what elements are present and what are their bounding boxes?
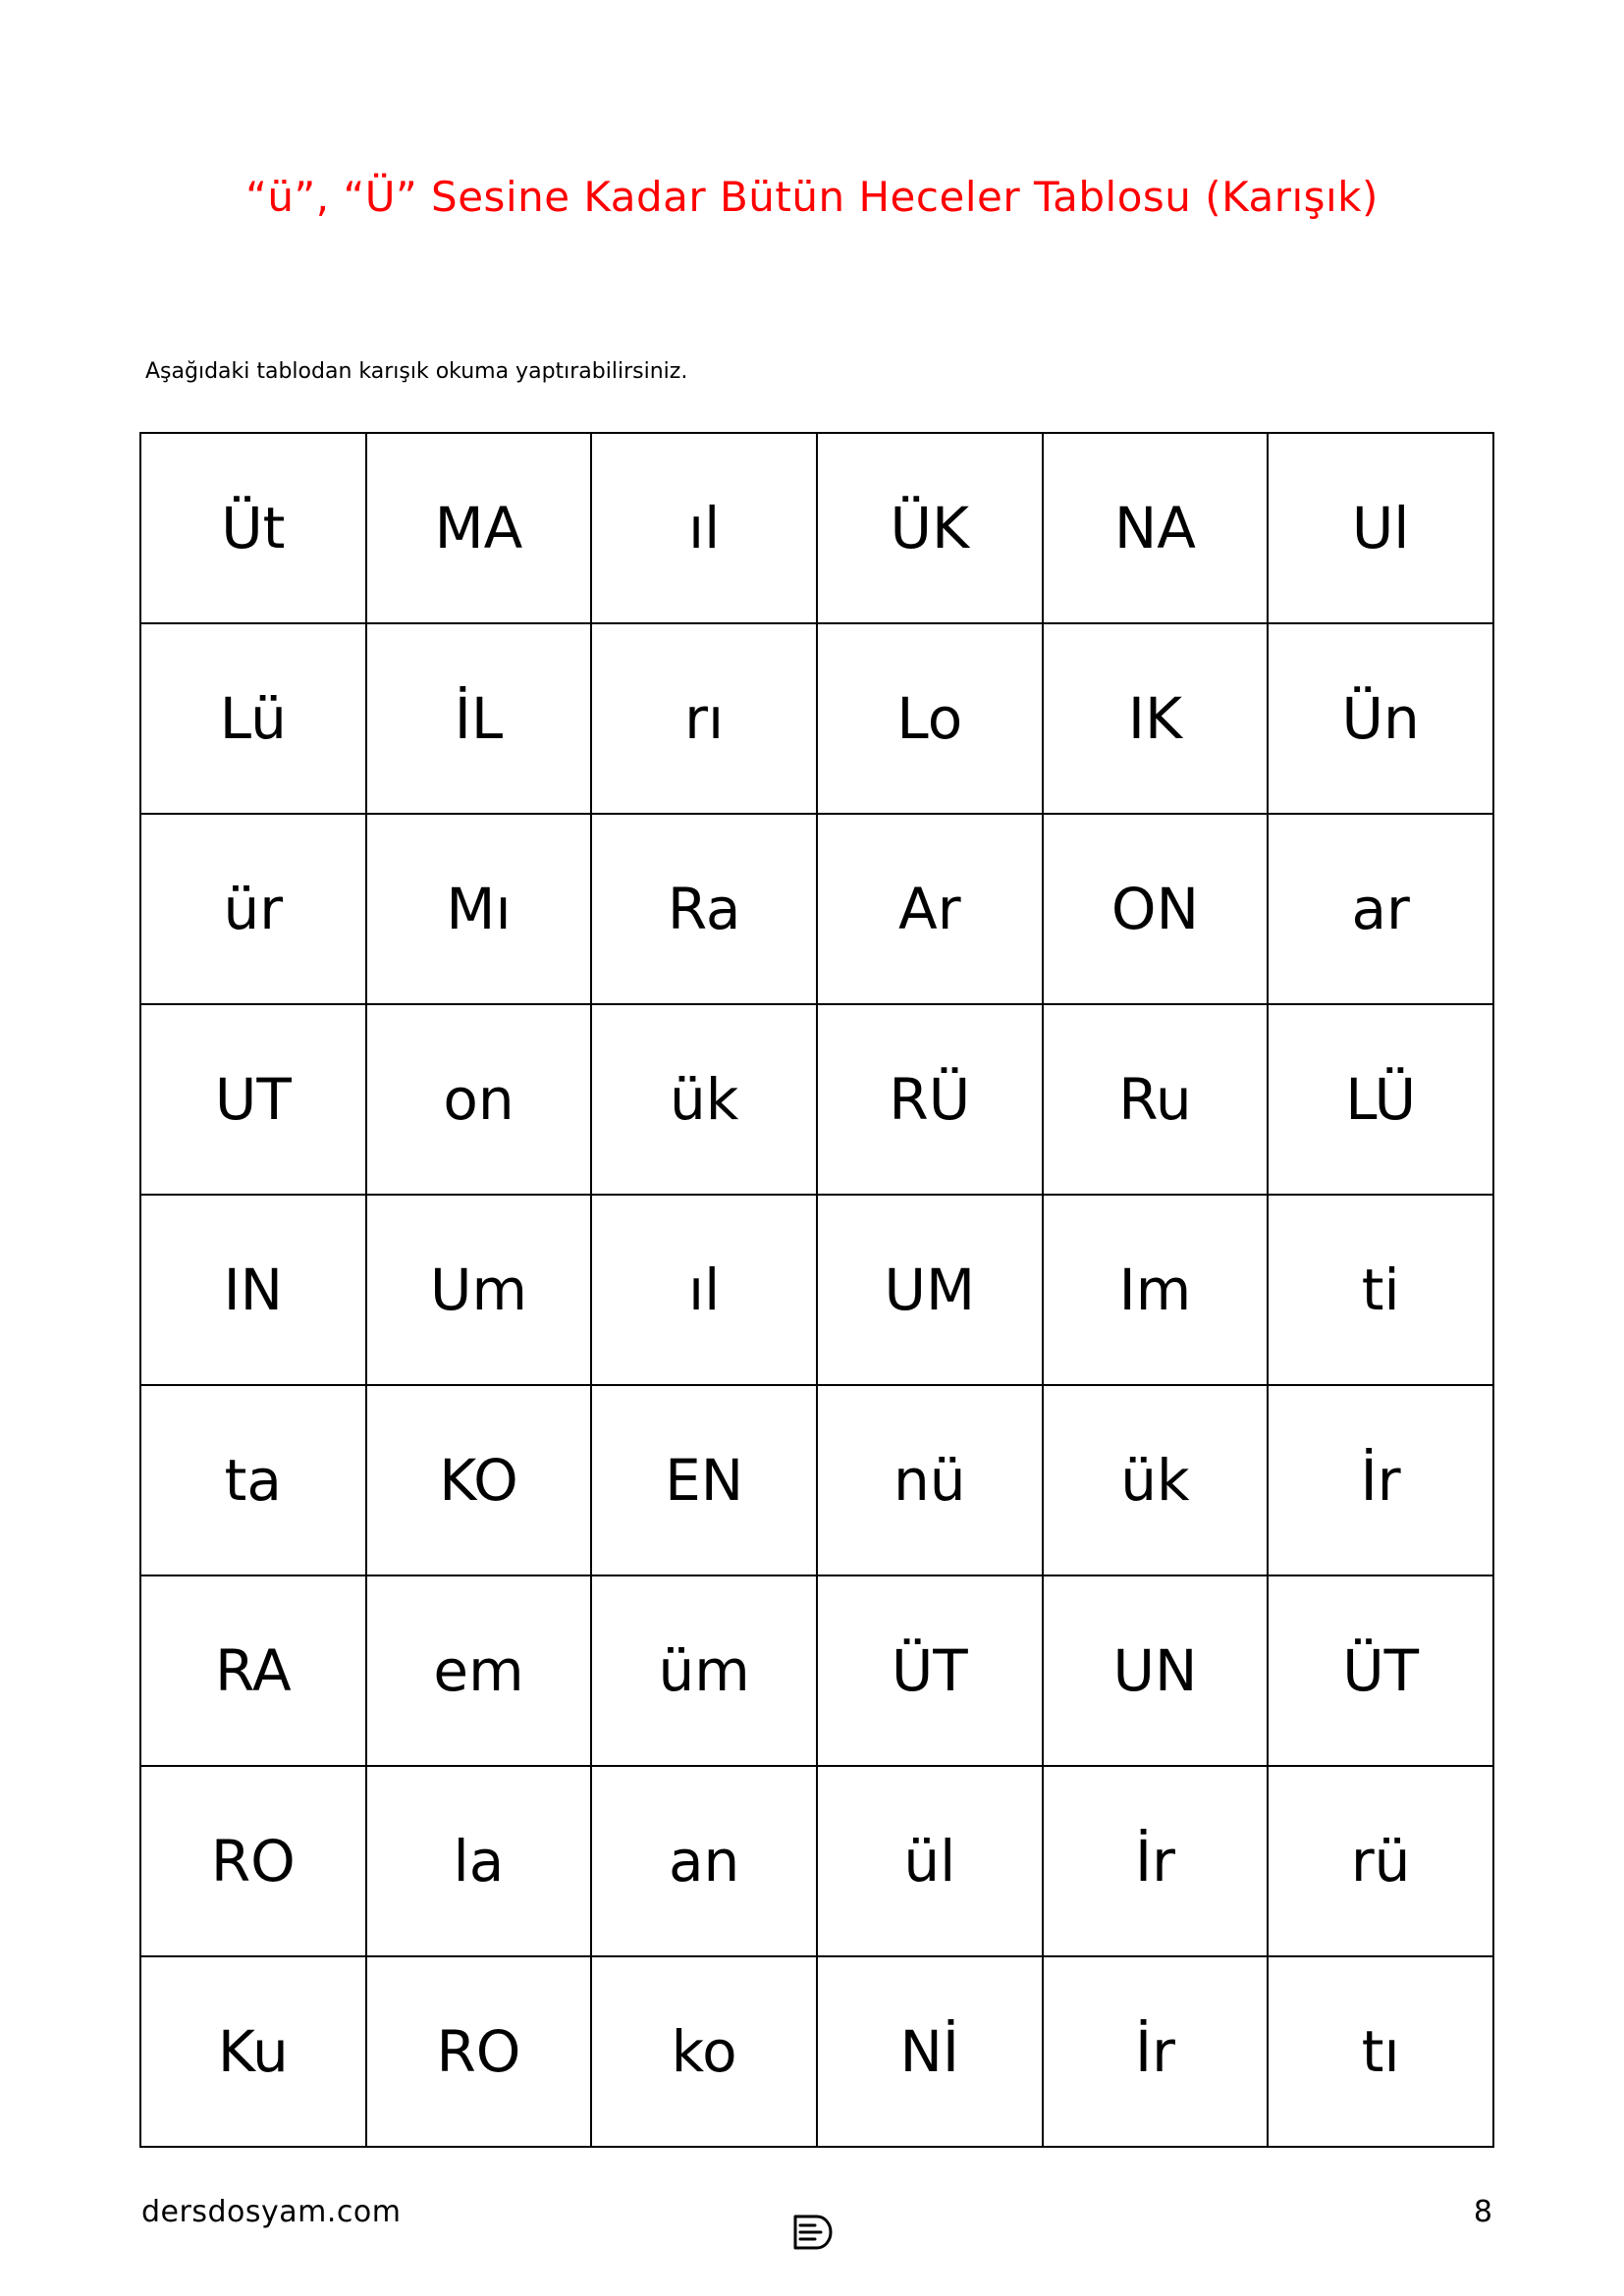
table-cell: la	[366, 1766, 592, 1956]
table-row	[140, 623, 1493, 814]
table-cell: UM	[817, 1195, 1043, 1385]
table-cell: ük	[591, 1004, 817, 1195]
table-cell: Ul	[1268, 433, 1493, 623]
table-cell: UT	[140, 1004, 366, 1195]
table-cell: ÜT	[817, 1575, 1043, 1766]
table-cell: İL	[366, 623, 592, 814]
table-cell: ük	[1043, 1385, 1269, 1575]
table-row	[140, 1195, 1493, 1385]
table-cell: ÜK	[817, 433, 1043, 623]
instruction-text: Aşağıdaki tablodan karışık okuma yaptırabilirsiniz.	[145, 359, 688, 384]
table-cell: KO	[366, 1385, 592, 1575]
table-cell: Ra	[591, 814, 817, 1004]
table-cell: on	[366, 1004, 592, 1195]
table-cell: IN	[140, 1195, 366, 1385]
table-cell: Ku	[140, 1956, 366, 2147]
table-cell: Ar	[817, 814, 1043, 1004]
table-cell: tı	[1268, 1956, 1493, 2147]
table-cell: Um	[366, 1195, 592, 1385]
table-cell: ko	[591, 1956, 817, 2147]
table-cell: Üt	[140, 433, 366, 623]
table-cell: ON	[1043, 814, 1269, 1004]
table-cell: em	[366, 1575, 592, 1766]
table-cell: IK	[1043, 623, 1269, 814]
syllable-table	[139, 432, 1494, 2148]
table-cell: RO	[140, 1766, 366, 1956]
document-logo-icon	[791, 2213, 835, 2252]
table-row	[140, 1004, 1493, 1195]
table-row	[140, 1956, 1493, 2147]
table-cell: MA	[366, 433, 592, 623]
table-row	[140, 433, 1493, 623]
table-cell: ti	[1268, 1195, 1493, 1385]
table-cell: Im	[1043, 1195, 1269, 1385]
table-cell: LÜ	[1268, 1004, 1493, 1195]
table-cell: RO	[366, 1956, 592, 2147]
table-cell: ar	[1268, 814, 1493, 1004]
table-cell: ıl	[591, 433, 817, 623]
table-cell: Nİ	[817, 1956, 1043, 2147]
table-row	[140, 814, 1493, 1004]
table-cell: RÜ	[817, 1004, 1043, 1195]
table-cell: Ru	[1043, 1004, 1269, 1195]
table-cell: Mı	[366, 814, 592, 1004]
table-cell: Ün	[1268, 623, 1493, 814]
table-cell: EN	[591, 1385, 817, 1575]
table-cell: İr	[1043, 1766, 1269, 1956]
table-row	[140, 1766, 1493, 1956]
table-cell: RA	[140, 1575, 366, 1766]
table-cell: rü	[1268, 1766, 1493, 1956]
table-row	[140, 1385, 1493, 1575]
table-cell: rı	[591, 623, 817, 814]
table-cell: ÜT	[1268, 1575, 1493, 1766]
table-cell: NA	[1043, 433, 1269, 623]
table-cell: ta	[140, 1385, 366, 1575]
page-title: “ü”, “Ü” Sesine Kadar Bütün Heceler Tablosu (Karışık)	[245, 173, 1379, 221]
table-cell: Lü	[140, 623, 366, 814]
table-cell: ıl	[591, 1195, 817, 1385]
footer-site-name: dersdosyam.com	[141, 2195, 402, 2229]
table-cell: an	[591, 1766, 817, 1956]
table-cell: nü	[817, 1385, 1043, 1575]
table-cell: üm	[591, 1575, 817, 1766]
page-number: 8	[1473, 2195, 1492, 2229]
table-cell: İr	[1043, 1956, 1269, 2147]
table-cell: ür	[140, 814, 366, 1004]
table-cell: Lo	[817, 623, 1043, 814]
table-cell: İr	[1268, 1385, 1493, 1575]
table-cell: ül	[817, 1766, 1043, 1956]
table-cell: UN	[1043, 1575, 1269, 1766]
table-row	[140, 1575, 1493, 1766]
